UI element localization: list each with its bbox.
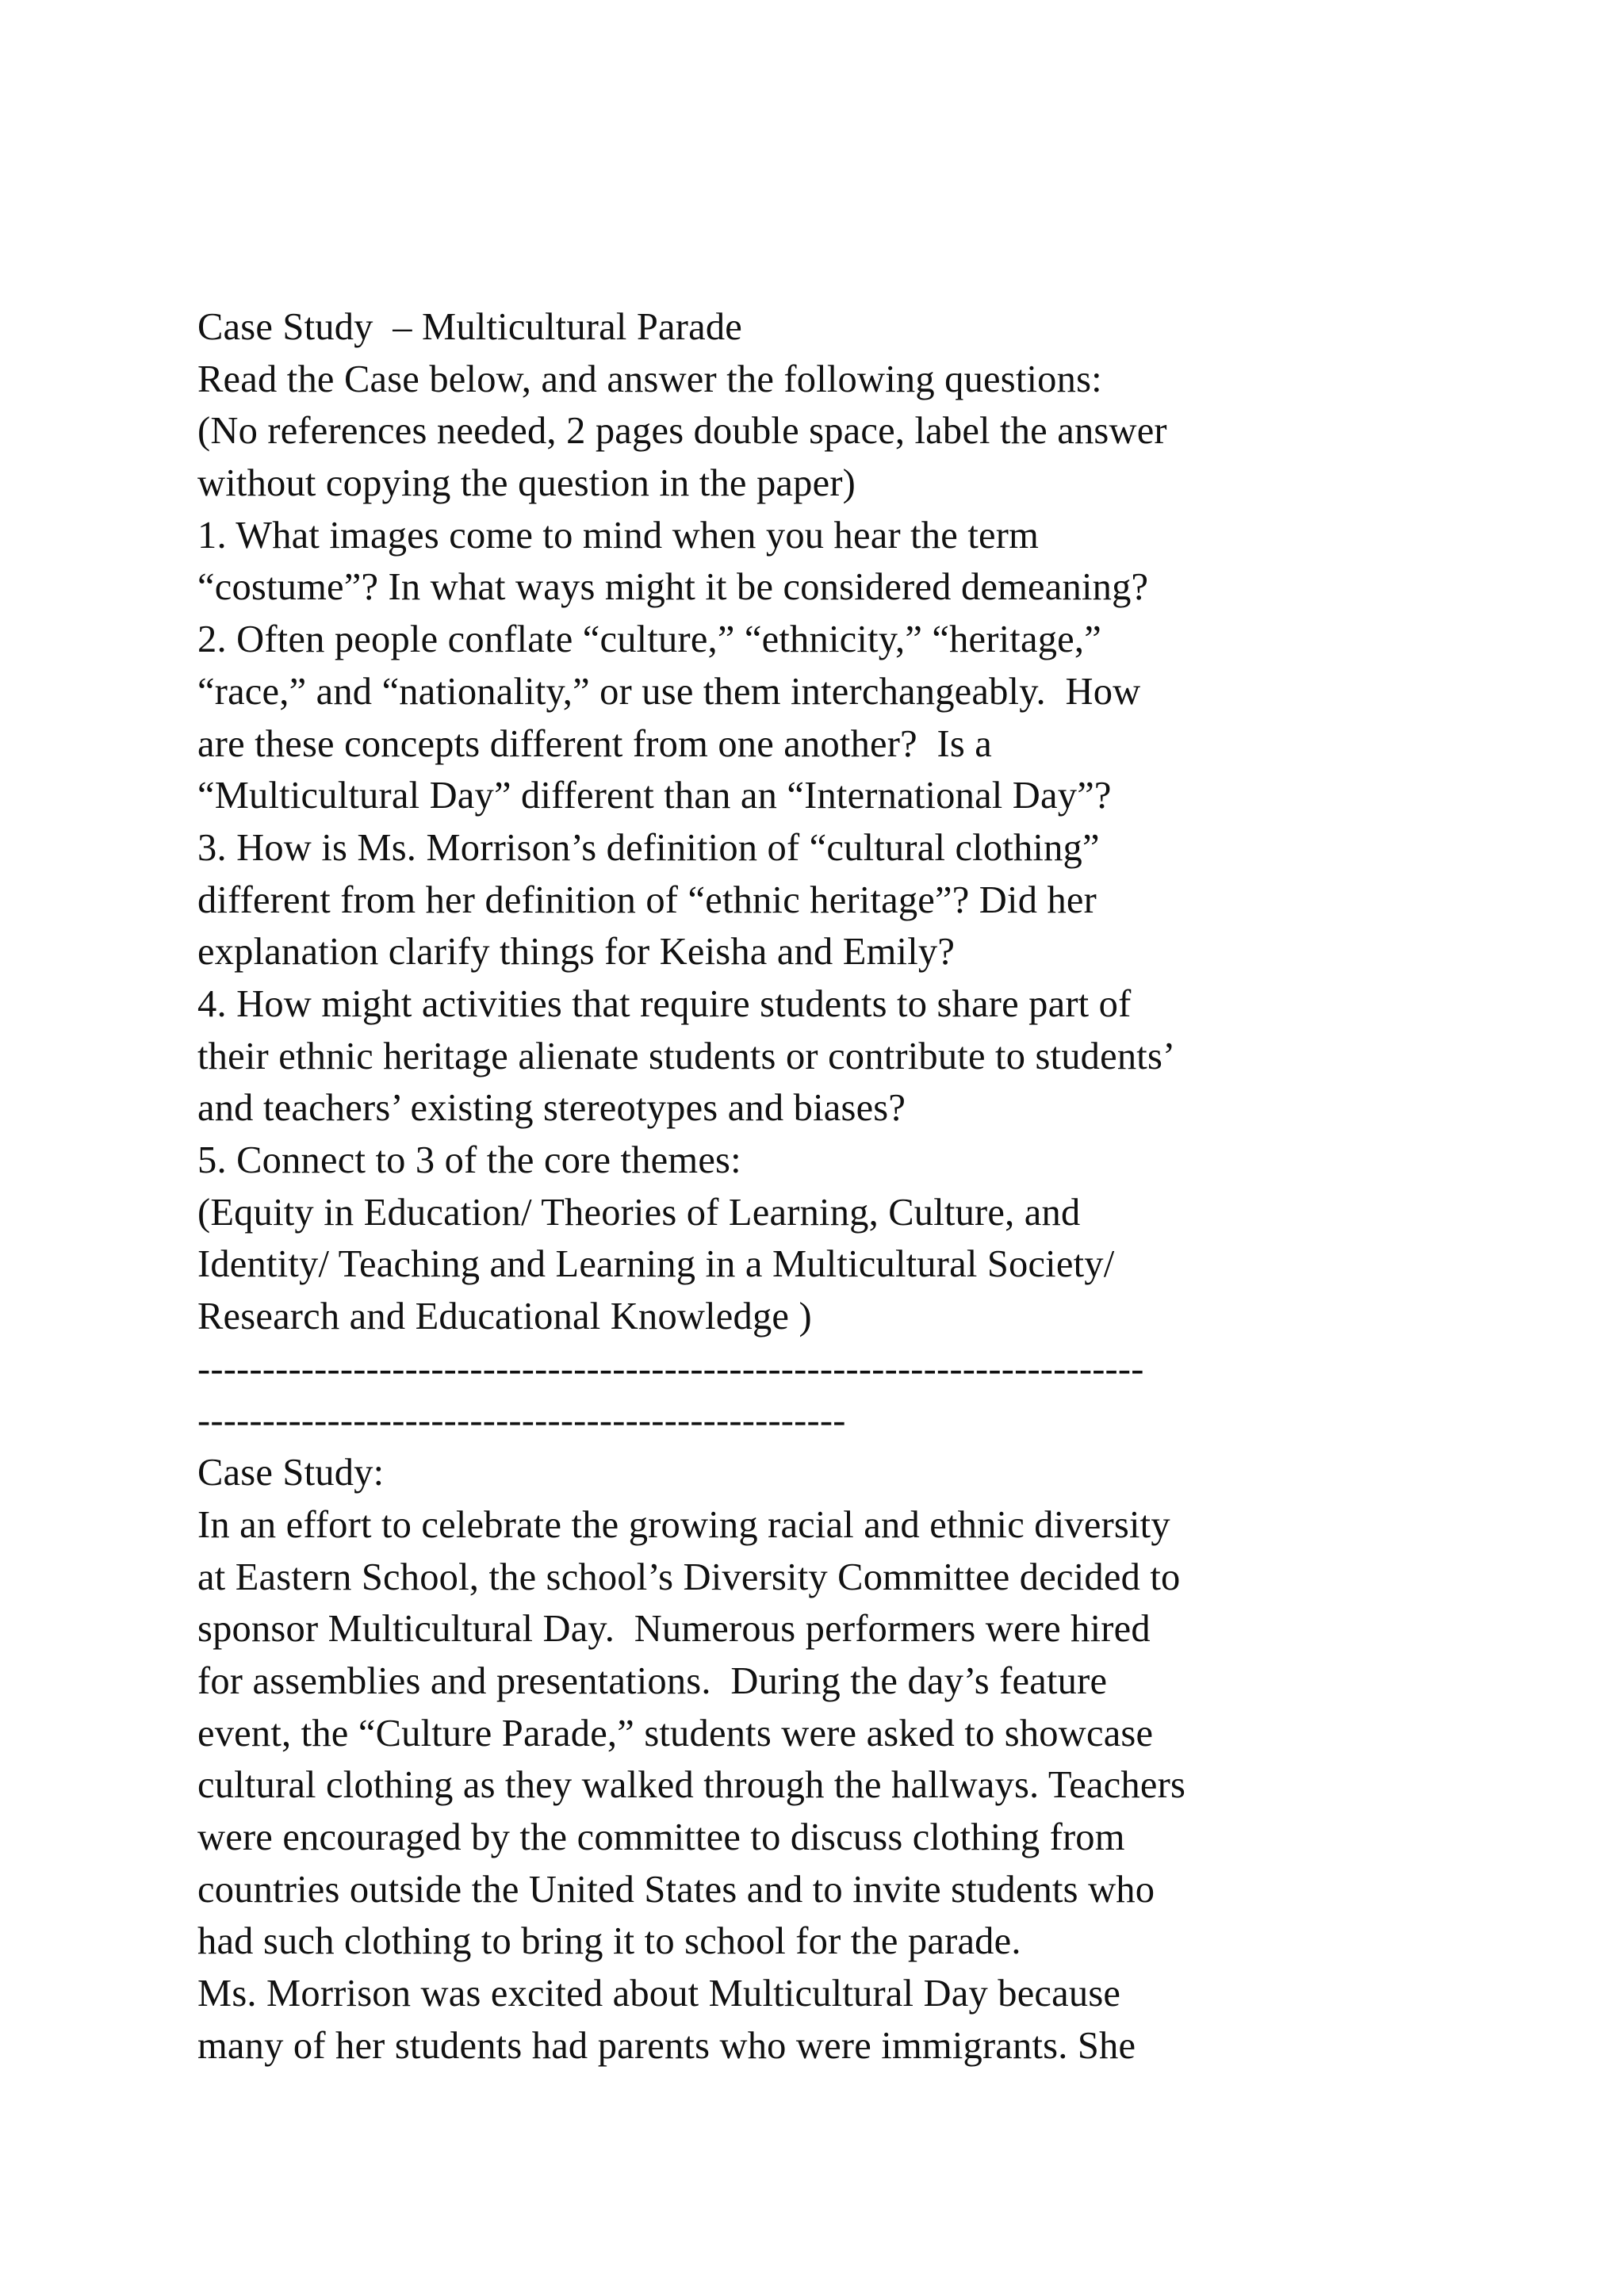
core-themes: Research and Educational Knowledge ) [197, 1295, 812, 1338]
instruction-note: without copying the question in the paper) [197, 462, 856, 505]
document-body [197, 301, 1506, 2072]
question-3: 3. How is Ms. Morrison’s definition of “cultural clothing” [197, 826, 1100, 869]
core-themes: Identity/ Teaching and Learning in a Multicultural Society/ [197, 1243, 1115, 1286]
case-paragraph-line: countries outside the United States and to invite students who [197, 1868, 1155, 1911]
instruction-note: (No references needed, 2 pages double space, label the answer [197, 410, 1167, 453]
question-4: and teachers’ existing stereotypes and biases? [197, 1087, 906, 1130]
question-4: their ethnic heritage alienate students or contribute to students’ [197, 1035, 1176, 1077]
case-study-title: Case Study – Multicultural Parade [197, 306, 743, 348]
question-2: are these concepts different from one another? Is a [197, 722, 992, 765]
case-study-heading: Case Study: [197, 1452, 385, 1494]
question-2: “Multicultural Day” different than an “International Day”? [197, 775, 1112, 817]
case-paragraph-line: cultural clothing as they walked through the hallways. Teachers [197, 1764, 1186, 1807]
case-paragraph-line: many of her students had parents who were immigrants. She [197, 2024, 1136, 2067]
case-paragraph-line: for assemblies and presentations. During the day’s feature [197, 1659, 1108, 1702]
case-paragraph-line: In an effort to celebrate the growing racial and ethnic diversity [197, 1503, 1170, 1546]
case-paragraph-line: event, the “Culture Parade,” students were asked to showcase [197, 1712, 1154, 1755]
dashed-divider: -------------------------------------------------- [197, 1399, 846, 1442]
question-2: 2. Often people conflate “culture,” “ethnicity,” “heritage,” [197, 618, 1101, 661]
question-4: 4. How might activities that require students to share part of [197, 982, 1132, 1025]
question-1: “costume”? In what ways might it be considered demeaning? [197, 566, 1149, 609]
question-1: 1. What images come to mind when you hear the term [197, 514, 1039, 557]
question-5: 5. Connect to 3 of the core themes: [197, 1139, 741, 1181]
instruction-line: Read the Case below, and answer the following questions: [197, 358, 1102, 400]
question-3: explanation clarify things for Keisha and Emily? [197, 931, 956, 974]
case-paragraph-line: Ms. Morrison was excited about Multicultural Day because [197, 1973, 1121, 2015]
case-paragraph-line: had such clothing to bring it to school for the parade. [197, 1920, 1021, 1963]
question-2: “race,” and “nationality,” or use them interchangeably. How [197, 670, 1141, 713]
case-paragraph-line: sponsor Multicultural Day. Numerous performers were hired [197, 1608, 1151, 1651]
question-3: different from her definition of “ethnic heritage”? Did her [197, 878, 1097, 921]
core-themes: (Equity in Education/ Theories of Learning, Culture, and [197, 1191, 1081, 1234]
case-paragraph-line: were encouraged by the committee to discuss clothing from [197, 1816, 1125, 1858]
case-paragraph-line: at Eastern School, the school’s Diversity Committee decided to [197, 1556, 1181, 1598]
dashed-divider: ------------------------------------------------------------------------- [197, 1347, 1144, 1390]
